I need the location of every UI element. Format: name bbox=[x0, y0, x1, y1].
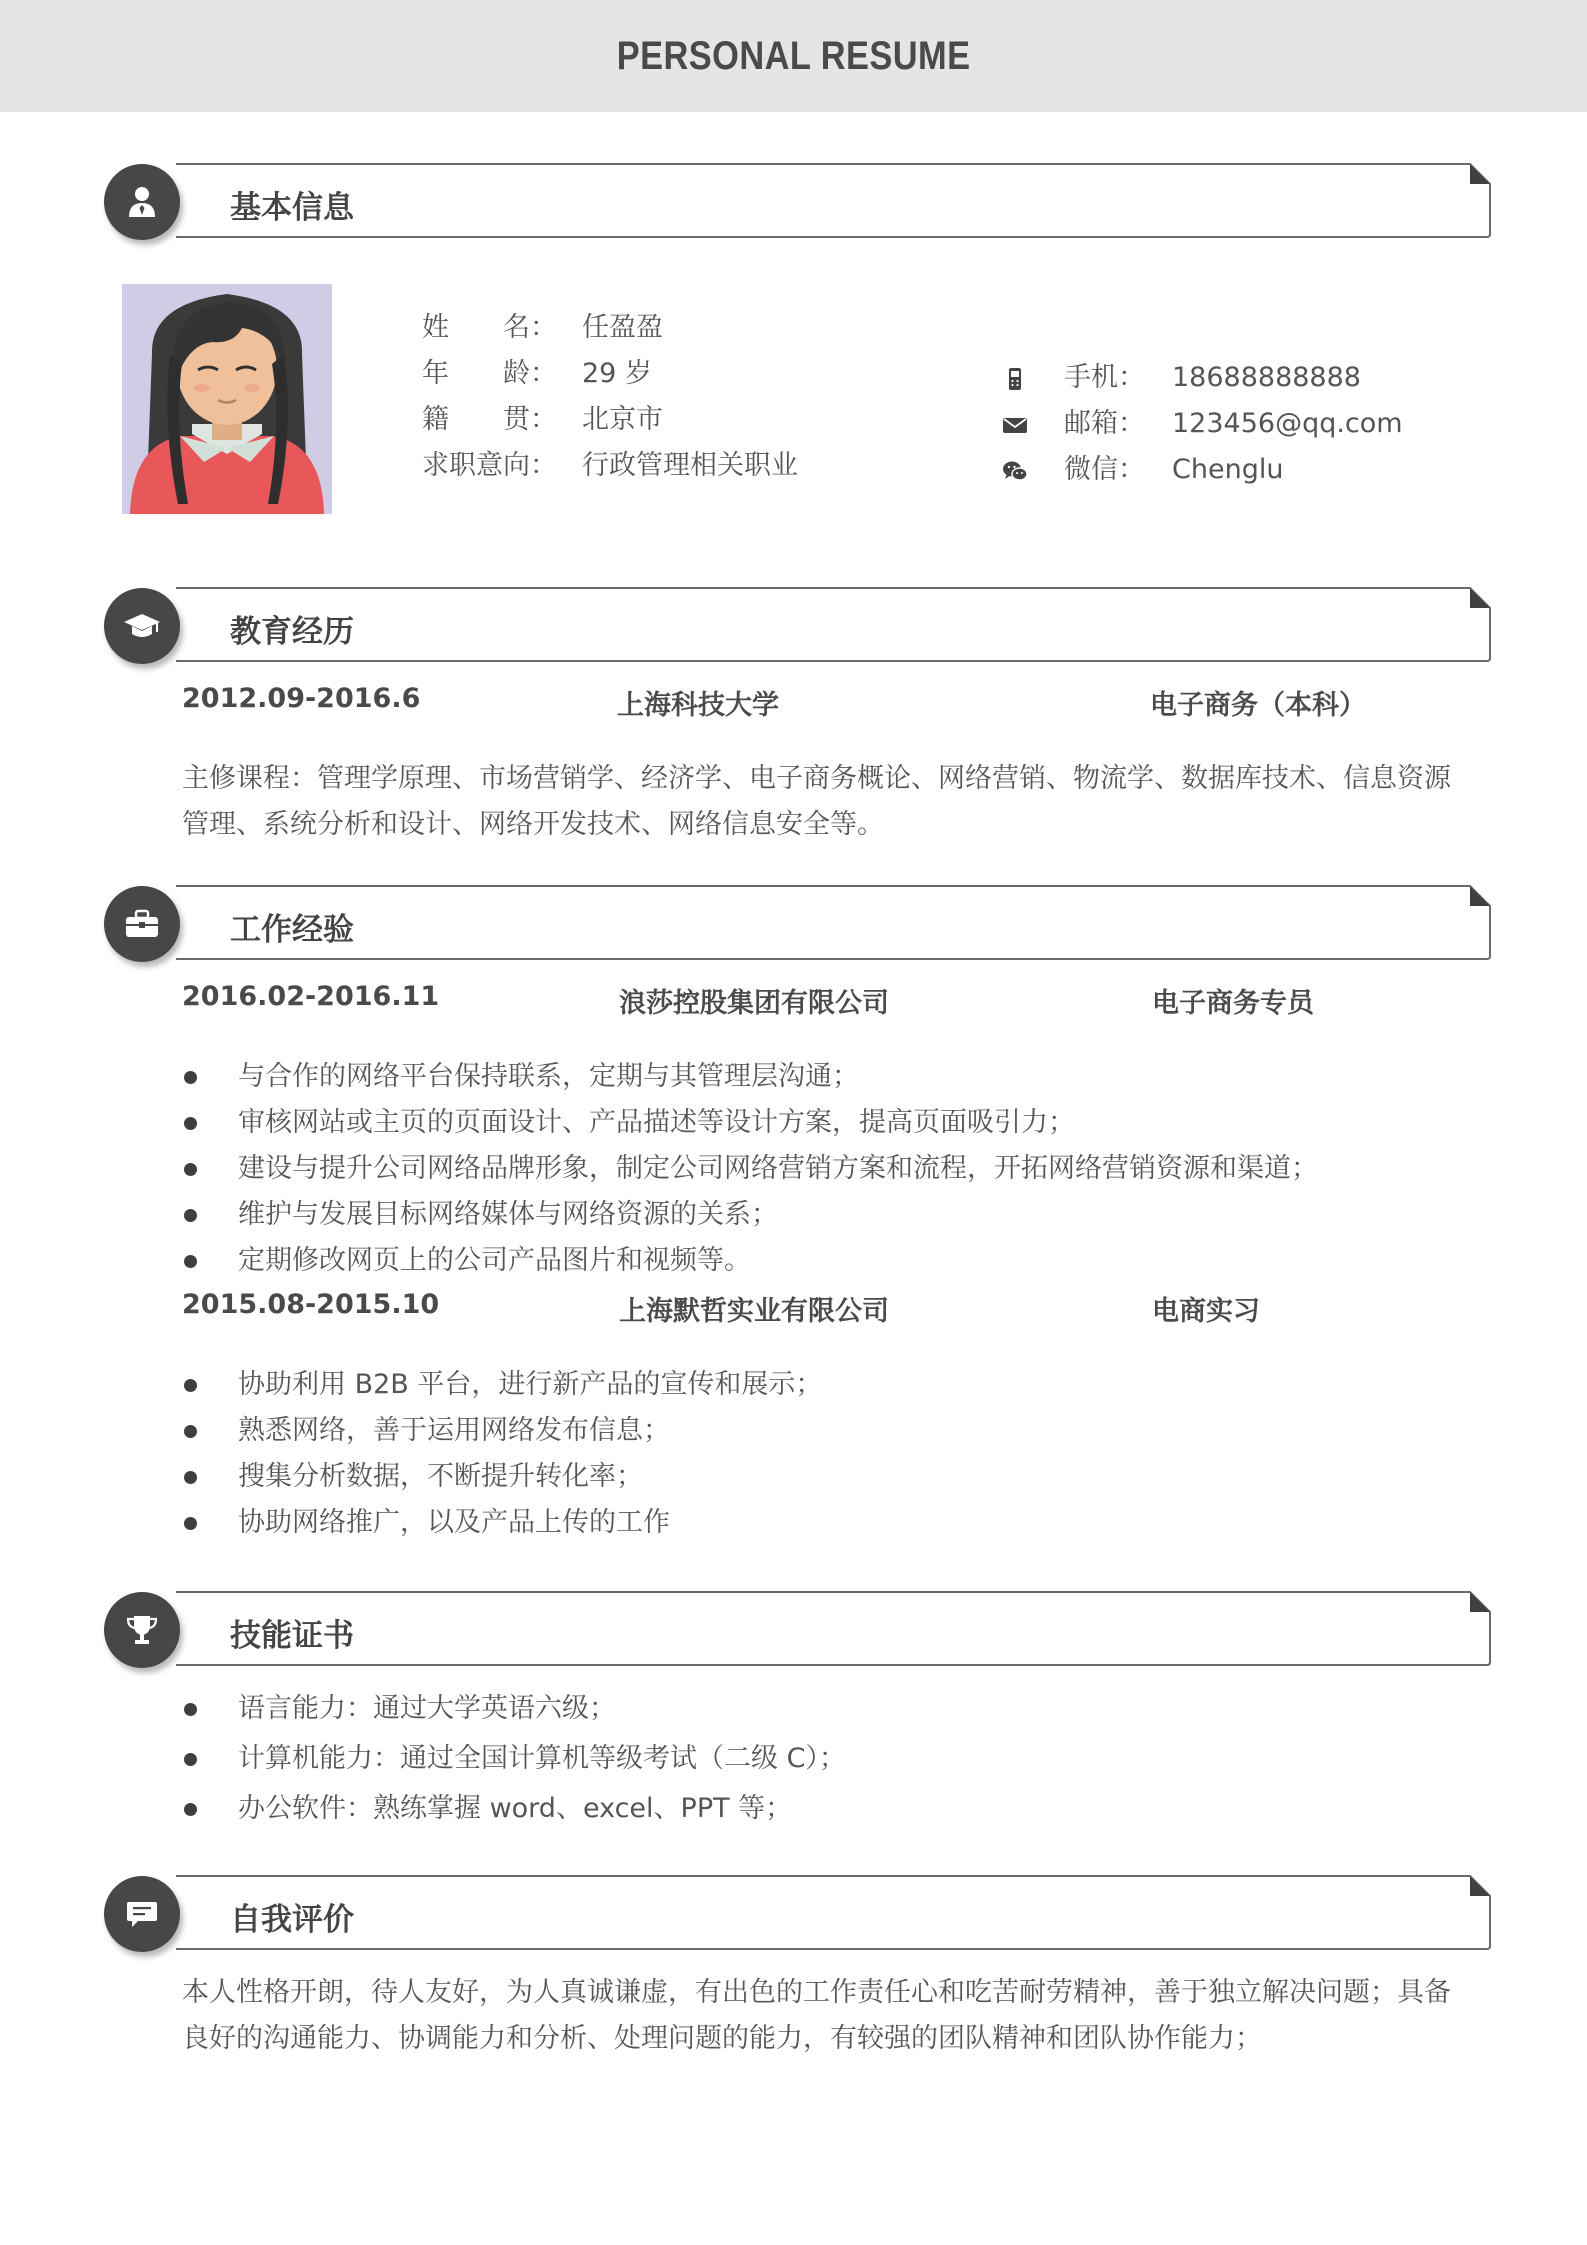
list-item: 办公软件：熟练掌握 word、excel、PPT 等； bbox=[182, 1784, 1482, 1834]
section-title: 基本信息 bbox=[230, 190, 354, 226]
list-item: 审核网站或主页的页面设计、产品描述等设计方案，提高页面吸引力； bbox=[182, 1100, 1482, 1146]
list-item: 熟悉网络，善于运用网络发布信息； bbox=[182, 1408, 1482, 1454]
education-courses: 主修课程：管理学原理、市场营销学、经济学、电子商务概论、网络营销、物流学、数据库技术、信息资源管理、系统分析和设计、网络开发技术、网络信息安全等。 bbox=[182, 763, 1451, 840]
briefcase-icon bbox=[104, 886, 180, 962]
age-row bbox=[422, 354, 922, 394]
page-title: PERSONAL RESUME bbox=[616, 33, 971, 78]
education-school: 上海科技大学 bbox=[617, 690, 779, 721]
user-icon bbox=[104, 164, 180, 240]
wechat-value: Chenglu bbox=[1172, 454, 1284, 485]
intent-row bbox=[422, 446, 922, 486]
graduation-cap-icon bbox=[104, 588, 180, 664]
phone-label: 手机： bbox=[1064, 362, 1145, 393]
origin-value: 北京市 bbox=[582, 404, 663, 435]
work-company: 上海默哲实业有限公司 bbox=[619, 1296, 889, 1327]
origin-label: 籍 贯： bbox=[422, 404, 557, 435]
work-period: 2016.02-2016.11 bbox=[182, 981, 440, 1012]
list-item: 建设与提升公司网络品牌形象，制定公司网络营销方案和流程，开拓网络营销资源和渠道； bbox=[182, 1146, 1482, 1192]
header-bar bbox=[0, 0, 1587, 112]
section-title: 教育经历 bbox=[230, 614, 354, 650]
section-header-education bbox=[100, 580, 1492, 680]
intent-label: 求职意向： bbox=[422, 450, 557, 481]
mobile-phone-icon bbox=[1002, 366, 1028, 392]
wechat-row bbox=[1002, 450, 1462, 490]
list-item: 计算机能力：通过全国计算机等级考试（二级 C）； bbox=[182, 1734, 1482, 1784]
chat-icon bbox=[104, 1876, 180, 1952]
envelope-icon bbox=[1002, 412, 1028, 438]
work-entry-header bbox=[182, 1289, 1482, 1329]
work-role: 电子商务专员 bbox=[1152, 988, 1314, 1019]
section-title: 自我评价 bbox=[230, 1902, 354, 1938]
list-item: 维护与发展目标网络媒体与网络资源的关系； bbox=[182, 1192, 1482, 1238]
trophy-icon bbox=[104, 1592, 180, 1668]
name-value: 任盈盈 bbox=[582, 312, 663, 343]
education-major: 电子商务（本科） bbox=[1150, 690, 1366, 721]
age-label: 年 龄： bbox=[422, 358, 557, 389]
wechat-icon bbox=[1002, 458, 1028, 484]
list-item: 语言能力：通过大学英语六级； bbox=[182, 1684, 1482, 1734]
list-item: 定期修改网页上的公司产品图片和视频等。 bbox=[182, 1238, 1482, 1284]
work-entry-header bbox=[182, 981, 1482, 1021]
list-item: 协助网络推广，以及产品上传的工作 bbox=[182, 1500, 1482, 1546]
section-header-skills bbox=[100, 1584, 1492, 1684]
skills-list bbox=[182, 1684, 1482, 1834]
work-company: 浪莎控股集团有限公司 bbox=[619, 988, 889, 1019]
name-label: 姓 名： bbox=[422, 312, 557, 343]
section-title: 工作经验 bbox=[230, 912, 354, 948]
email-row bbox=[1002, 404, 1462, 444]
self-evaluation-text: 本人性格开朗，待人友好，为人真诚谦虚，有出色的工作责任心和吃苦耐劳精神，善于独立解决问题；具备良好的沟通能力、协调能力和分析、处理问题的能力，有较强的团队精神和团队协作能力； bbox=[182, 1977, 1451, 2054]
phone-value: 18688888888 bbox=[1172, 362, 1361, 393]
email-value: 123456@qq.com bbox=[1172, 408, 1403, 439]
education-entry-header bbox=[182, 683, 1482, 723]
education-period: 2012.09-2016.6 bbox=[182, 683, 421, 714]
name-row bbox=[422, 308, 922, 348]
work-role: 电商实习 bbox=[1152, 1296, 1260, 1327]
phone-row bbox=[1002, 358, 1462, 398]
work-duties-list bbox=[182, 1054, 1482, 1284]
work-duties-list bbox=[182, 1362, 1482, 1546]
age-value: 29 岁 bbox=[582, 358, 652, 389]
avatar bbox=[122, 284, 332, 514]
section-title: 技能证书 bbox=[230, 1618, 354, 1654]
section-header-basic-info bbox=[100, 156, 1492, 256]
section-header-self-evaluation bbox=[100, 1868, 1492, 1968]
email-label: 邮箱： bbox=[1064, 408, 1145, 439]
list-item: 与合作的网络平台保持联系，定期与其管理层沟通； bbox=[182, 1054, 1482, 1100]
work-period: 2015.08-2015.10 bbox=[182, 1289, 440, 1320]
wechat-label: 微信： bbox=[1064, 454, 1145, 485]
origin-row bbox=[422, 400, 922, 440]
list-item: 搜集分析数据，不断提升转化率； bbox=[182, 1454, 1482, 1500]
section-header-work bbox=[100, 878, 1492, 978]
list-item: 协助利用 B2B 平台，进行新产品的宣传和展示； bbox=[182, 1362, 1482, 1408]
intent-value: 行政管理相关职业 bbox=[582, 450, 798, 481]
